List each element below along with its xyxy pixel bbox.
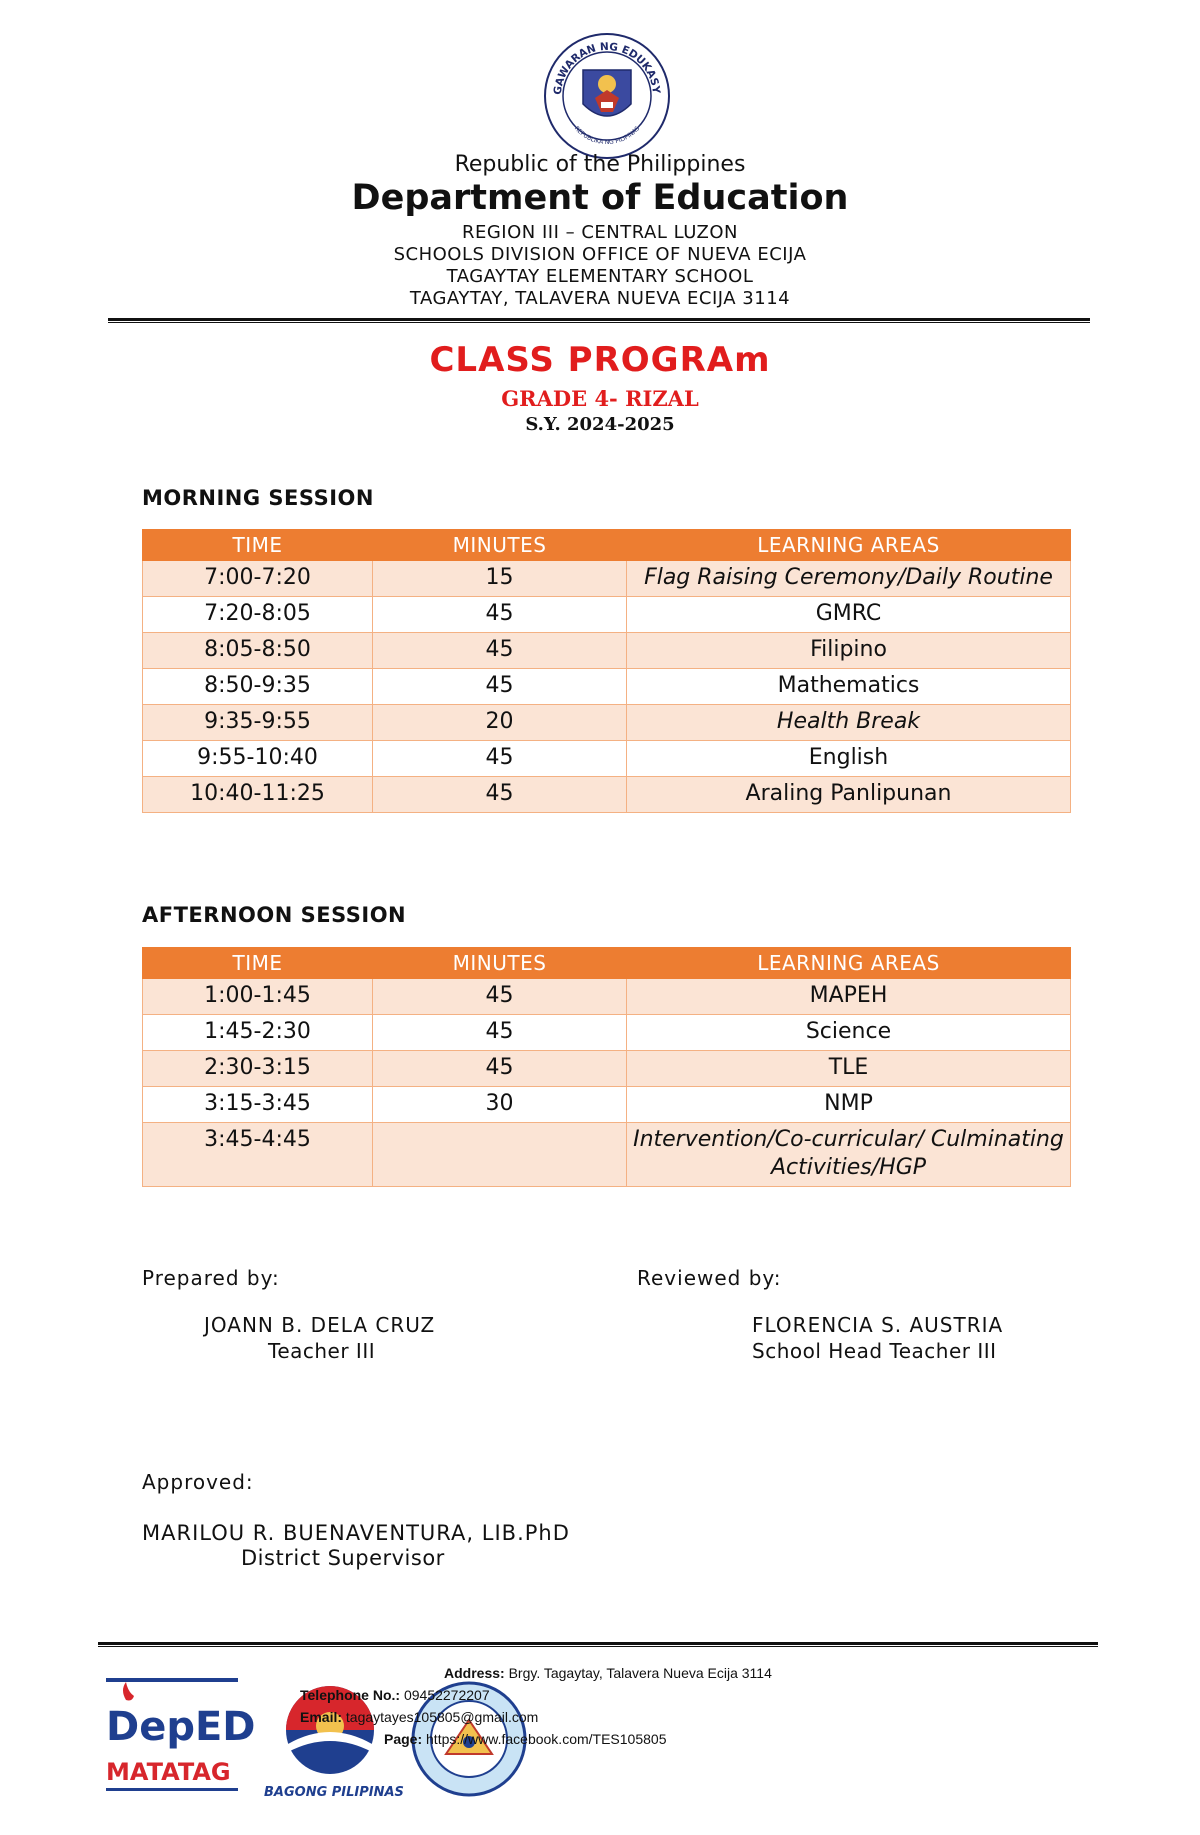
learning-area-cell: Health Break <box>627 705 1071 741</box>
time-cell: 3:45-4:45 <box>143 1123 373 1187</box>
minutes-cell: 45 <box>373 1051 627 1087</box>
table-row <box>143 561 1071 597</box>
matatag-text: MATATAG <box>106 1758 231 1786</box>
learning-area-cell: English <box>627 741 1071 777</box>
minutes-cell: 45 <box>373 777 627 813</box>
minutes-cell: 45 <box>373 979 627 1015</box>
footer-telephone <box>300 1687 490 1703</box>
address-label: Address: <box>444 1665 505 1681</box>
column-header-learning-areas: LEARNING AREAS <box>627 948 1071 979</box>
page-link[interactable]: https://www.facebook.com/TES105805 <box>426 1731 667 1747</box>
morning-session-title: MORNING SESSION <box>142 486 374 510</box>
time-cell: 9:55-10:40 <box>143 741 373 777</box>
learning-area-cell: Araling Panlipunan <box>627 777 1071 813</box>
prepared-by-name: JOANN B. DELA CRUZ <box>204 1313 436 1337</box>
page-label: Page: <box>384 1731 423 1747</box>
learning-area-cell: Filipino <box>627 633 1071 669</box>
telephone-label: Telephone No.: <box>300 1687 401 1703</box>
minutes-cell <box>373 1123 627 1187</box>
prepared-by-position: Teacher III <box>268 1339 376 1363</box>
table-row <box>143 777 1071 813</box>
footer-address <box>444 1665 772 1681</box>
learning-area-cell: Mathematics <box>627 669 1071 705</box>
table-row <box>143 1087 1071 1123</box>
division-line: SCHOOLS DIVISION OFFICE OF NUEVA ECIJA <box>393 244 807 265</box>
grade-section: GRADE 4- RIZAL <box>501 386 699 411</box>
address-value: Brgy. Tagaytay, Talavera Nueva Ecija 3114 <box>508 1665 772 1681</box>
footer-divider-thin <box>98 1646 1098 1647</box>
seal-top-text: GAWARAN NG EDUKASY <box>551 40 663 96</box>
time-cell: 1:00-1:45 <box>143 979 373 1015</box>
department-name: Department of Education <box>351 178 849 218</box>
reviewed-by-position: School Head Teacher III <box>752 1339 997 1363</box>
table-row <box>143 597 1071 633</box>
learning-area-cell: MAPEH <box>627 979 1071 1015</box>
reviewed-by-name: FLORENCIA S. AUSTRIA <box>752 1313 1004 1337</box>
column-header-minutes: MINUTES <box>373 948 627 979</box>
learning-area-cell: TLE <box>627 1051 1071 1087</box>
minutes-cell: 45 <box>373 597 627 633</box>
minutes-cell: 45 <box>373 669 627 705</box>
footer-divider <box>98 1642 1098 1645</box>
minutes-cell: 45 <box>373 633 627 669</box>
minutes-cell: 15 <box>373 561 627 597</box>
table-row <box>143 741 1071 777</box>
reviewed-by-label: Reviewed by: <box>637 1266 782 1290</box>
afternoon-session-title: AFTERNOON SESSION <box>142 903 407 927</box>
approved-position: District Supervisor <box>241 1546 445 1570</box>
table-row <box>143 705 1071 741</box>
prepared-by-label: Prepared by: <box>142 1266 280 1290</box>
minutes-cell: 45 <box>373 1015 627 1051</box>
learning-area-cell: GMRC <box>627 597 1071 633</box>
table-row <box>143 1123 1071 1187</box>
learning-area-cell: NMP <box>627 1087 1071 1123</box>
column-header-learning-areas: LEARNING AREAS <box>627 530 1071 561</box>
column-header-time: TIME <box>143 948 373 979</box>
email-label: Email: <box>300 1709 343 1725</box>
table-header-row <box>143 530 1071 561</box>
table-row <box>143 1051 1071 1087</box>
learning-area-cell: Flag Raising Ceremony/Daily Routine <box>627 561 1071 597</box>
table-row <box>143 1015 1071 1051</box>
time-cell: 10:40-11:25 <box>143 777 373 813</box>
region-line: REGION III – CENTRAL LUZON <box>461 222 739 243</box>
email-value[interactable]: tagaytayes105805@gmail.com <box>345 1709 539 1725</box>
afternoon-schedule-table <box>142 947 1071 1187</box>
republic-line: Republic of the Philippines <box>454 152 746 177</box>
column-header-minutes: MINUTES <box>373 530 627 561</box>
school-name: TAGAYTAY ELEMENTARY SCHOOL <box>446 266 754 287</box>
time-cell: 8:50-9:35 <box>143 669 373 705</box>
deped-matatag-logo <box>104 1678 256 1800</box>
time-cell: 9:35-9:55 <box>143 705 373 741</box>
column-header-time: TIME <box>143 530 373 561</box>
minutes-cell: 30 <box>373 1087 627 1123</box>
learning-area-cell: Intervention/Co-curricular/ Culminating Activities/HGP <box>627 1123 1071 1187</box>
learning-area-cell: Science <box>627 1015 1071 1051</box>
header-divider-thin <box>108 322 1090 323</box>
program-title: CLASS PROGRAm <box>429 340 771 380</box>
deped-seal <box>543 32 671 160</box>
approved-name: MARILOU R. BUENAVENTURA, LIB.PhD <box>142 1521 570 1545</box>
school-year: S.Y. 2024-2025 <box>525 414 675 435</box>
table-row <box>143 669 1071 705</box>
seal-bottom-text: REPUBLIKA NG PILIPINAS <box>572 125 642 147</box>
footer-email <box>300 1709 538 1725</box>
time-cell: 2:30-3:15 <box>143 1051 373 1087</box>
time-cell: 7:20-8:05 <box>143 597 373 633</box>
minutes-cell: 45 <box>373 741 627 777</box>
morning-schedule-table <box>142 529 1071 813</box>
telephone-value: 09452272207 <box>403 1687 490 1703</box>
time-cell: 8:05-8:50 <box>143 633 373 669</box>
minutes-cell: 20 <box>373 705 627 741</box>
time-cell: 3:15-3:45 <box>143 1087 373 1123</box>
table-row <box>143 633 1071 669</box>
deped-logo-text: DepED <box>106 1704 256 1750</box>
school-address: TAGAYTAY, TALAVERA NUEVA ECIJA 3114 <box>409 288 791 309</box>
footer-page <box>384 1731 666 1747</box>
approved-label: Approved: <box>142 1470 254 1494</box>
header-divider <box>108 318 1090 321</box>
bagong-pilipinas-text: BAGONG PILIPINAS <box>264 1785 404 1800</box>
table-row <box>143 979 1071 1015</box>
time-cell: 7:00-7:20 <box>143 561 373 597</box>
time-cell: 1:45-2:30 <box>143 1015 373 1051</box>
table-header-row <box>143 948 1071 979</box>
